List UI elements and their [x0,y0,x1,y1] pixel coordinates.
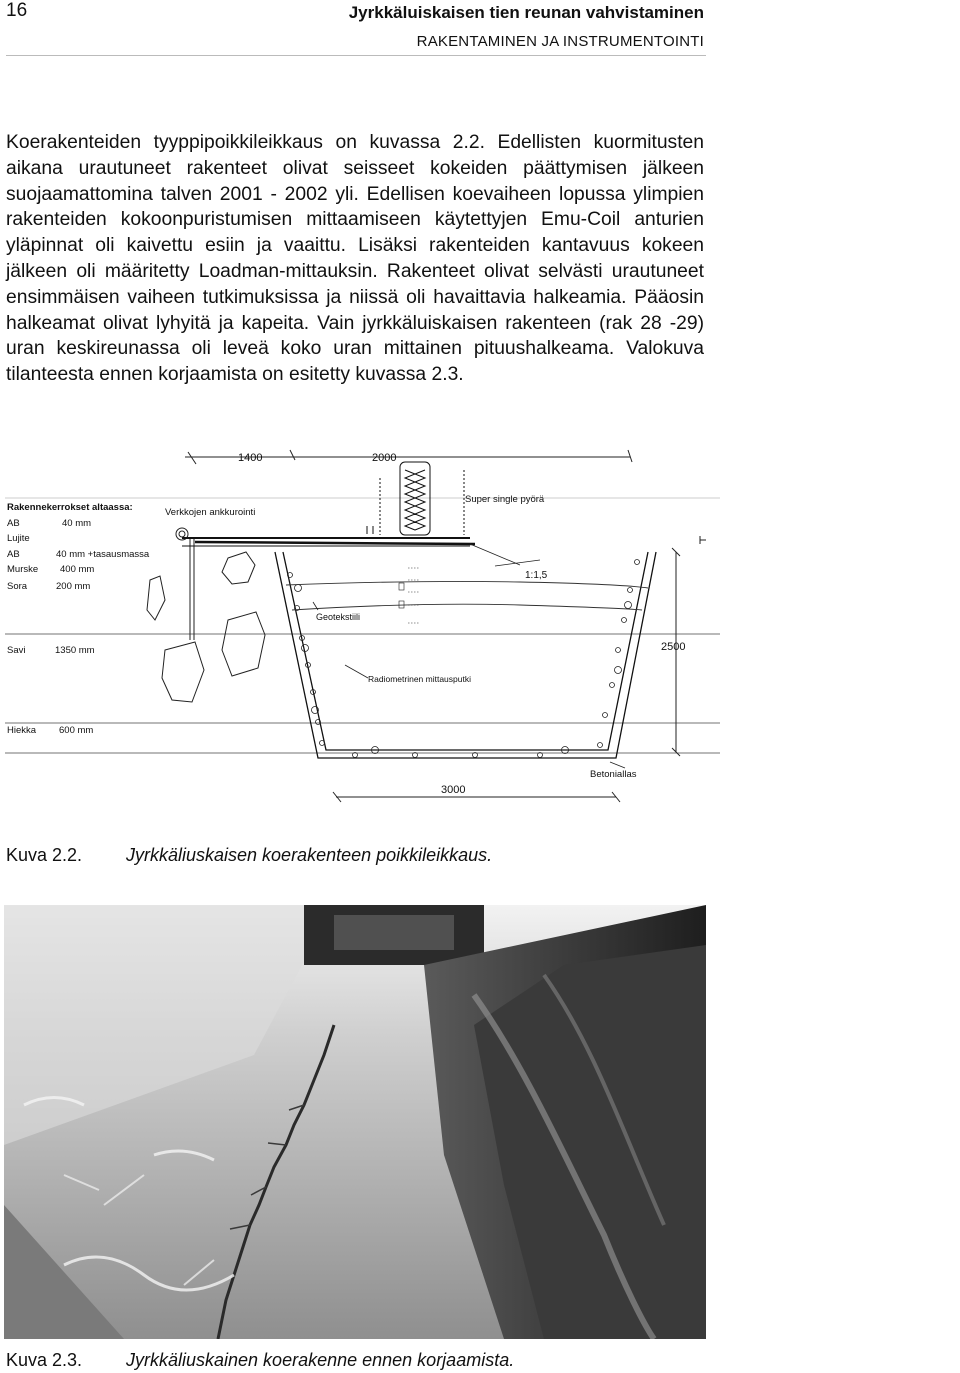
header-divider [6,55,706,56]
rock-shapes [147,552,265,702]
layer-name: AB [7,518,20,529]
cross-section-diagram [0,440,720,810]
slope-label: 1:1,5 [525,570,548,581]
anchoring-label: Verkkojen ankkurointi [165,507,256,518]
figure-title: Jyrkkäliuskaisen koerakenteen poikkileikkaus. [126,845,493,865]
internal-layers [286,581,648,610]
road-surface [182,526,475,546]
slope-leader [495,560,540,566]
dim-bottom: 3000 [441,784,466,796]
layer-thickness: 200 mm [56,581,91,592]
layer-name: Lujite [7,533,30,544]
layer-thickness: 40 mm [62,518,92,529]
page-number: 16 [6,0,28,21]
layer-name: AB [7,549,20,560]
basin-label: Betoniallas [590,769,637,780]
concrete-basin [275,552,656,758]
body-paragraph: Koerakenteiden tyyppipoikkileikkaus on kuvassa 2.2. Edellisten kuormitusten aikana urautuneet rakenteet olivat seisseet kokeiden päättymisen jälkeen suojaamattomina talven 2001 - 2002 yli. Edellisen koevaiheen lopussa ylimpien rakenteiden kokoonpuristumisen mittaamiseen käytettyjen Emu-Coil anturien yläpinnat oli kaivettu esiin ja vaaittu. Lisäksi rakenteiden kantavuus kokeen jälkeen oli määritetty Loadman-mittauksin. Rakenteet olivat selvästi urautuneet ensimmäisen vaiheen tutkimuksissa ja niissä oli havaittavia halkeamia. Pääosin halkeamat olivat lyhyitä ja kapeita. Vain jyrkkäluiskaisen rakenteen (rak 28 -29) uran keskireunassa oli leveä koko uran mittainen pituushalkeama. Valokuva tilanteesta ennen korjaamista on esitetty kuvassa 2.3. [6,132,704,386]
radiometric-leader [345,665,368,678]
pavement-crack-photo [4,905,706,1339]
wheel-label: Super single pyörä [465,494,545,505]
bottom-dimension [333,792,620,802]
figure-number: Kuva 2.3. [6,1350,83,1370]
layer-boundaries [5,498,720,753]
sensor-markers [399,568,420,623]
basin-circles [288,560,640,758]
layer-name: Murske [7,564,39,575]
sand-layer-thickness: 600 mm [59,725,94,736]
layer-thickness: 40 mm +tasausmassa [56,549,150,560]
running-header-title: Jyrkkäluiskaisen tien reunan vahvistaminen [348,3,704,22]
wheel-leader [470,544,520,565]
wheel-icon [380,462,464,535]
clay-layer-thickness: 1350 mm [55,645,95,656]
dim-top-right: 2000 [372,452,397,464]
anchor-post [176,528,194,640]
sand-layer-name: Hiekka [7,725,37,736]
figure-number: Kuva 2.2. [6,845,83,865]
running-header-subtitle: RAKENTAMINEN JA INSTRUMENTOINTI [416,33,704,50]
figure-caption-2-2 [6,845,492,866]
figure-caption-2-3 [6,1350,514,1371]
dim-height: 2500 [661,641,686,653]
radiometric-label: Radiometrinen mittausputki [368,674,471,684]
basin-leader [610,762,625,768]
dim-top-left: 1400 [238,452,263,464]
clay-layer-name: Savi [7,645,26,656]
layer-name: Sora [7,581,28,592]
layers-title: Rakennekerrokset altaassa: [7,502,133,513]
geotextile-label: Geotekstiili [316,612,361,622]
layer-thickness: 400 mm [60,564,95,575]
figure-title: Jyrkkäliuskainen koerakenne ennen korjaamista. [126,1350,515,1370]
